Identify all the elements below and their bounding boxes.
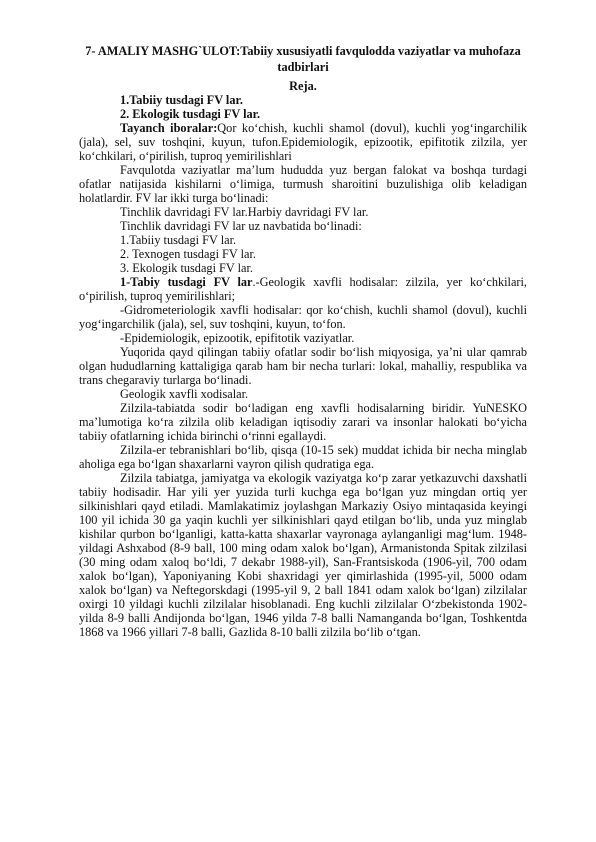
types-divided-line: Tinchlik davridagi FV lar uz navbatida bo‘linadi: xyxy=(120,219,362,233)
geologic-line: Geologik xavfli xodisalar. xyxy=(120,387,249,401)
plan-item xyxy=(79,107,527,121)
unesco-paragraph: Zilzila-tabiatda sodir bo‘ladigan eng xavfli hodisalarning biridir. YuNESKO ma’lumotiga ko‘ra zilzila olib keladigan iqtisodiy zarari va insonlar halokati bo‘yicha tabiiy ofatlarning ichida birinchi o‘rinni egallaydi. xyxy=(79,401,527,443)
list-item: 3. Ekologik tusdagi FV lar. xyxy=(120,261,253,275)
section1-text: .-Geologik xavfli hodisalar: zilzila, yer ko‘chkilari, o‘pirilish, tuproq yemirilishlari; xyxy=(79,275,527,303)
plan-item-text: 1.Tabiiy tusdagi FV lar. xyxy=(120,93,243,107)
plan-heading: Reja. xyxy=(289,79,317,93)
scale-paragraph: Yuqorida qayd qilingan tabiiy ofatlar sodir bo‘lish miqyosiga, ya’ni ular qamrab olgan hududlarning kattaligiga qarab ham bir necha turlari: lokal, mahalliy, respublika va trans chegaraviy turlarga bo‘linadi. xyxy=(79,345,527,387)
hydromet-paragraph: -Gidrometeriologik xavfli hodisalar: qor ko‘chish, kuchli shamol (dovul), kuchli yog‘ingarchilik (jala), sel, suv toshqini, kuyun, to‘fon. xyxy=(79,303,527,331)
earthquake-definition-paragraph: Zilzila-er tebranishlari bo‘lib, qisqa (10-15 sek) muddat ichida bir necha minglab aholiga ega bo‘lgan shaxarlarni vayron qilish qudratiga ega. xyxy=(79,443,527,471)
types-line: Tinchlik davridagi FV lar.Harbiy davridagi FV lar. xyxy=(120,205,369,219)
plan-item-text: 2. Ekologik tusdagi FV lar. xyxy=(120,107,261,121)
plan-item xyxy=(79,93,527,107)
document-title: 7- AMALIY MASHG`ULOT:Tabiiy xususiyatli favqulodda vaziyatlar va muhofaza tadbirlari xyxy=(85,44,521,74)
list-item: 2. Texnogen tusdagi FV lar. xyxy=(120,247,256,261)
key-terms-text: Qor ko‘chish, kuchli shamol (dovul), kuchli yog‘ingarchilik (jala), sel, suv toshqini, kuyun, tufon.Epidemiologik, epizootik, epifitotik zilzila, yer ko‘chkilari, o‘pirilish, tuproq yemirilishlari xyxy=(79,121,527,163)
key-terms-label: Tayanch iboralar: xyxy=(120,121,218,135)
section1-paragraph xyxy=(79,275,527,303)
definition-paragraph: Favqulotda vaziyatlar ma’lum hududda yuz bergan falokat va boshqa turdagi ofatlar natijasida kishilarni o‘limiga, turmush sharoitini buzulishiga olib keladigan holatlardir. FV lar ikki turga bo‘linadi: xyxy=(79,163,527,205)
list-item: 1.Tabiiy tusdagi FV lar. xyxy=(120,233,237,247)
epidemic-paragraph: -Epidemiologik, epizootik, epifitotik vaziyatlar. xyxy=(120,331,355,345)
key-terms-paragraph xyxy=(79,121,527,163)
section1-label: 1-Tabiy tusdagi FV lar xyxy=(120,275,253,289)
history-paragraph: Zilzila tabiatga, jamiyatga va ekologik vaziyatga ko‘p zarar yetkazuvchi daxshatli tabiiy hodisadir. Har yili yer yuzida turli kuchga ega bo‘lgan yuz mingdan ortiq yer silkinishlari qayd etiladi. Mamlakatimiz joylashgan Markaziy Osiyo mintaqasida keyingi 100 yil ichida 30 ga yaqin kuchli yer silkinishlari qayd etilgan bo‘lib, unda yuz minglab kishilar qurbon bo‘lganligi, katta-katta shaxarlar vayronaga aylanganligi mag‘lum. 1948-yildagi Ashxabod (8-9 ball, 100 ming odam xalok bo‘lgan), Armanistonda Spitak zilzilasi (30 ming odam xaloq bo‘ldi, 7 dekabr 1988-yil), San-Frantsiskoda (1906-yil, 700 odam xalok bo‘lgan), Yaponiyaning Kobi shaxridagi yer qimirlashida (1995-yil, 5000 odam xalok bo‘lgan) va Neftegorskdagi (1995-yil 9, 2 ball 1841 odam xalok bo‘lgan) zilzilalar oxirgi 10 yildagi kuchli zilzilalar hisoblanadi. Eng kuchli zilzilalar O‘zbekistonda 1902-yilda 8-9 balli Andijonda bo‘lgan, 1946 yilda 7-8 balli Namanganda bo‘lgan, Toshkentda 1868 va 1966 yillari 7-8 balli, Gazlida 8-10 balli zilzila bo‘lib o‘tgan. xyxy=(79,471,527,639)
